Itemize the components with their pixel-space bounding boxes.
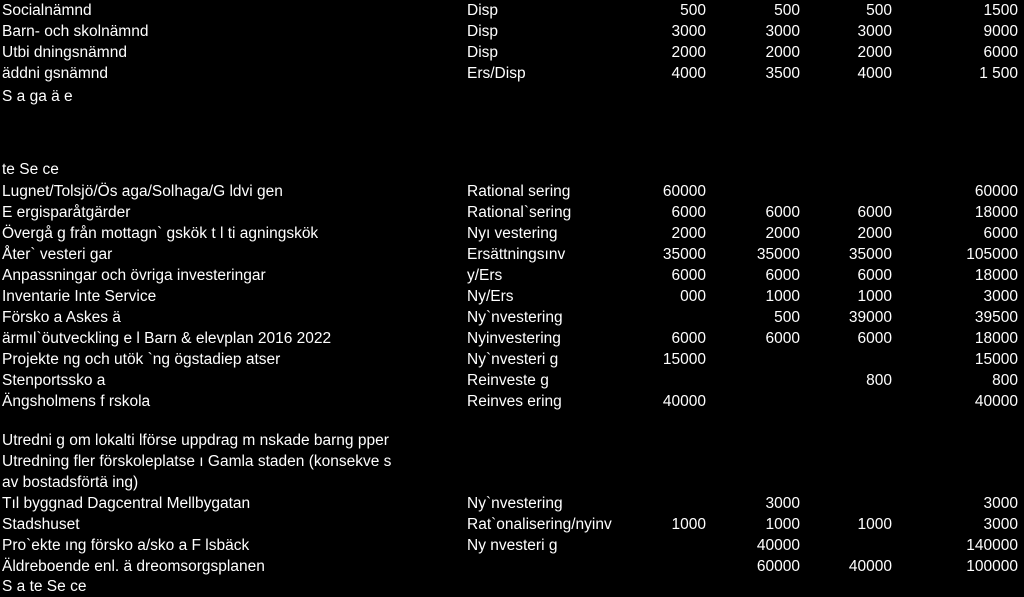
table-row xyxy=(0,86,1024,107)
row-type: Disp xyxy=(467,2,499,19)
row-type: Reinveste g xyxy=(467,372,549,389)
table-row xyxy=(0,576,1024,597)
table-row xyxy=(0,493,1024,514)
row-type: Disp xyxy=(467,44,499,61)
table-row xyxy=(0,244,1024,265)
row-name: Socialnämnd xyxy=(2,2,92,19)
row-name: Lugnet/Tolsjö/Ös aga/Solhaga/G ldvi gen xyxy=(2,183,283,200)
row-total: 60000 xyxy=(974,183,1018,200)
table-row xyxy=(0,286,1024,307)
row-type: Rational`sering xyxy=(467,204,572,221)
row-value-3: 3000 xyxy=(857,23,892,40)
row-name: Barn- och skolnämnd xyxy=(2,23,149,40)
table-row xyxy=(0,430,1024,451)
row-value-2: 40000 xyxy=(756,537,800,554)
row-type: Rat`onalisering/nyinv xyxy=(467,516,612,533)
row-name: Anpassningar och övriga investeringar xyxy=(2,267,266,284)
row-name: Tıl byggnad Dagcentral Mellbygatan xyxy=(2,495,251,512)
row-value-2: 2000 xyxy=(765,44,800,61)
row-value-2: 3000 xyxy=(765,23,800,40)
row-value-1: 2000 xyxy=(671,44,706,61)
row-value-2: 1000 xyxy=(765,288,800,305)
row-total: 39500 xyxy=(974,309,1018,326)
row-type: Nyinvestering xyxy=(467,330,561,347)
row-total: 3000 xyxy=(983,516,1018,533)
row-type: Reinves ering xyxy=(467,393,562,410)
row-value-2: 6000 xyxy=(765,204,800,221)
row-name: Projekte ng och utök `ng ögstadiep atser xyxy=(2,351,281,368)
row-value-2: 60000 xyxy=(756,558,800,575)
row-total: 3000 xyxy=(983,495,1018,512)
row-name: Försko a Askes ä xyxy=(2,309,121,326)
table-row xyxy=(0,202,1024,223)
row-value-1: 6000 xyxy=(671,267,706,284)
row-total: 9000 xyxy=(983,23,1018,40)
row-type: Ny/Ers xyxy=(467,288,514,305)
row-value-1: 4000 xyxy=(671,65,706,82)
row-value-3: 6000 xyxy=(857,330,892,347)
table-row xyxy=(0,328,1024,349)
row-value-3: 4000 xyxy=(857,65,892,82)
row-total: 15000 xyxy=(974,351,1018,368)
table-row xyxy=(0,181,1024,202)
row-value-1: 3000 xyxy=(671,23,706,40)
row-total: 6000 xyxy=(983,225,1018,242)
row-value-1: 35000 xyxy=(662,246,706,263)
row-name: ärmıl`öutveckling e l Barn & elevplan 2016 2022 xyxy=(2,330,332,347)
row-value-1: 15000 xyxy=(662,351,706,368)
row-type: Ers/Disp xyxy=(467,65,526,82)
row-name: Stadshuset xyxy=(2,516,80,533)
row-name: av bostadsförtä ing) xyxy=(2,474,139,491)
table-row xyxy=(0,556,1024,577)
row-value-2: 35000 xyxy=(756,246,800,263)
row-value-2: 500 xyxy=(774,309,800,326)
row-value-3: 39000 xyxy=(848,309,892,326)
row-type: Nyı vestering xyxy=(467,225,558,242)
row-total: 140000 xyxy=(966,537,1018,554)
table-row xyxy=(0,265,1024,286)
row-value-3: 500 xyxy=(866,2,892,19)
row-value-2: 6000 xyxy=(765,330,800,347)
row-name: Pro`ekte ıng försko a/sko a F lsbäck xyxy=(2,537,250,554)
row-value-3: 1000 xyxy=(857,288,892,305)
row-value-3: 1000 xyxy=(857,516,892,533)
row-name: Ängsholmens f rskola xyxy=(2,393,151,410)
row-value-2: 2000 xyxy=(765,225,800,242)
row-name: Utbi dningsnämnd xyxy=(2,44,127,61)
table-row xyxy=(0,63,1024,84)
row-value-1: 000 xyxy=(680,288,706,305)
row-value-1: 2000 xyxy=(671,225,706,242)
row-value-3: 40000 xyxy=(848,558,892,575)
table-row xyxy=(0,514,1024,535)
row-name: Utredning fler förskoleplatse ı Gamla staden (konsekve s xyxy=(2,453,392,470)
row-total: 18000 xyxy=(974,267,1018,284)
row-type: Ny`nvestering xyxy=(467,309,563,326)
row-name: äddni gsnämnd xyxy=(2,65,108,82)
row-value-1: 6000 xyxy=(671,204,706,221)
row-name: S a ga ä e xyxy=(2,88,73,105)
table-row xyxy=(0,42,1024,63)
row-name: Inventarie Inte Service xyxy=(2,288,157,305)
row-name: te Se ce xyxy=(2,161,59,178)
row-type: Ny`nvestering xyxy=(467,495,563,512)
row-total: 3000 xyxy=(983,288,1018,305)
row-value-3: 35000 xyxy=(848,246,892,263)
row-total: 105000 xyxy=(966,246,1018,263)
table-row xyxy=(0,223,1024,244)
row-value-3: 6000 xyxy=(857,204,892,221)
row-value-1: 500 xyxy=(680,2,706,19)
row-name: Åter` vesteri gar xyxy=(2,246,113,263)
table-row xyxy=(0,159,1024,180)
row-total: 6000 xyxy=(983,44,1018,61)
row-value-2: 3500 xyxy=(765,65,800,82)
row-value-3: 2000 xyxy=(857,225,892,242)
row-name: Äldreboende enl. ä dreomsorgsplanen xyxy=(2,558,265,575)
row-name: S a te Se ce xyxy=(2,578,87,595)
row-value-1: 60000 xyxy=(662,183,706,200)
row-value-3: 6000 xyxy=(857,267,892,284)
row-name: Övergå g från mottagn` gskök t l ti agningskök xyxy=(2,225,319,242)
table-row xyxy=(0,451,1024,472)
row-name: E ergisparåtgärder xyxy=(2,204,131,221)
row-value-2: 6000 xyxy=(765,267,800,284)
row-value-2: 500 xyxy=(774,2,800,19)
row-total: 40000 xyxy=(974,393,1018,410)
row-value-1: 40000 xyxy=(662,393,706,410)
row-value-3: 2000 xyxy=(857,44,892,61)
row-type: y/Ers xyxy=(467,267,503,284)
row-total: 18000 xyxy=(974,204,1018,221)
row-total: 1 500 xyxy=(979,65,1018,82)
row-value-1: 6000 xyxy=(671,330,706,347)
row-total: 800 xyxy=(992,372,1018,389)
row-type: Ersättningsınv xyxy=(467,246,566,263)
table-row xyxy=(0,472,1024,493)
table-row xyxy=(0,535,1024,556)
row-type: Ny`nvesteri g xyxy=(467,351,559,368)
row-name: Stenportssko a xyxy=(2,372,106,389)
row-type: Rational sering xyxy=(467,183,571,200)
row-value-3: 800 xyxy=(866,372,892,389)
row-value-2: 1000 xyxy=(765,516,800,533)
table-row xyxy=(0,0,1024,21)
row-value-1: 1000 xyxy=(671,516,706,533)
table-row xyxy=(0,370,1024,391)
table-row xyxy=(0,307,1024,328)
row-total: 1500 xyxy=(983,2,1018,19)
row-total: 18000 xyxy=(974,330,1018,347)
row-name: Utredni g om lokalti lförse uppdrag m nskade barng pper xyxy=(2,432,389,449)
row-type: Ny nvesteri g xyxy=(467,537,558,554)
table-row xyxy=(0,391,1024,412)
table-row xyxy=(0,349,1024,370)
row-value-2: 3000 xyxy=(765,495,800,512)
row-total: 100000 xyxy=(966,558,1018,575)
row-type: Disp xyxy=(467,23,499,40)
table-row xyxy=(0,21,1024,42)
